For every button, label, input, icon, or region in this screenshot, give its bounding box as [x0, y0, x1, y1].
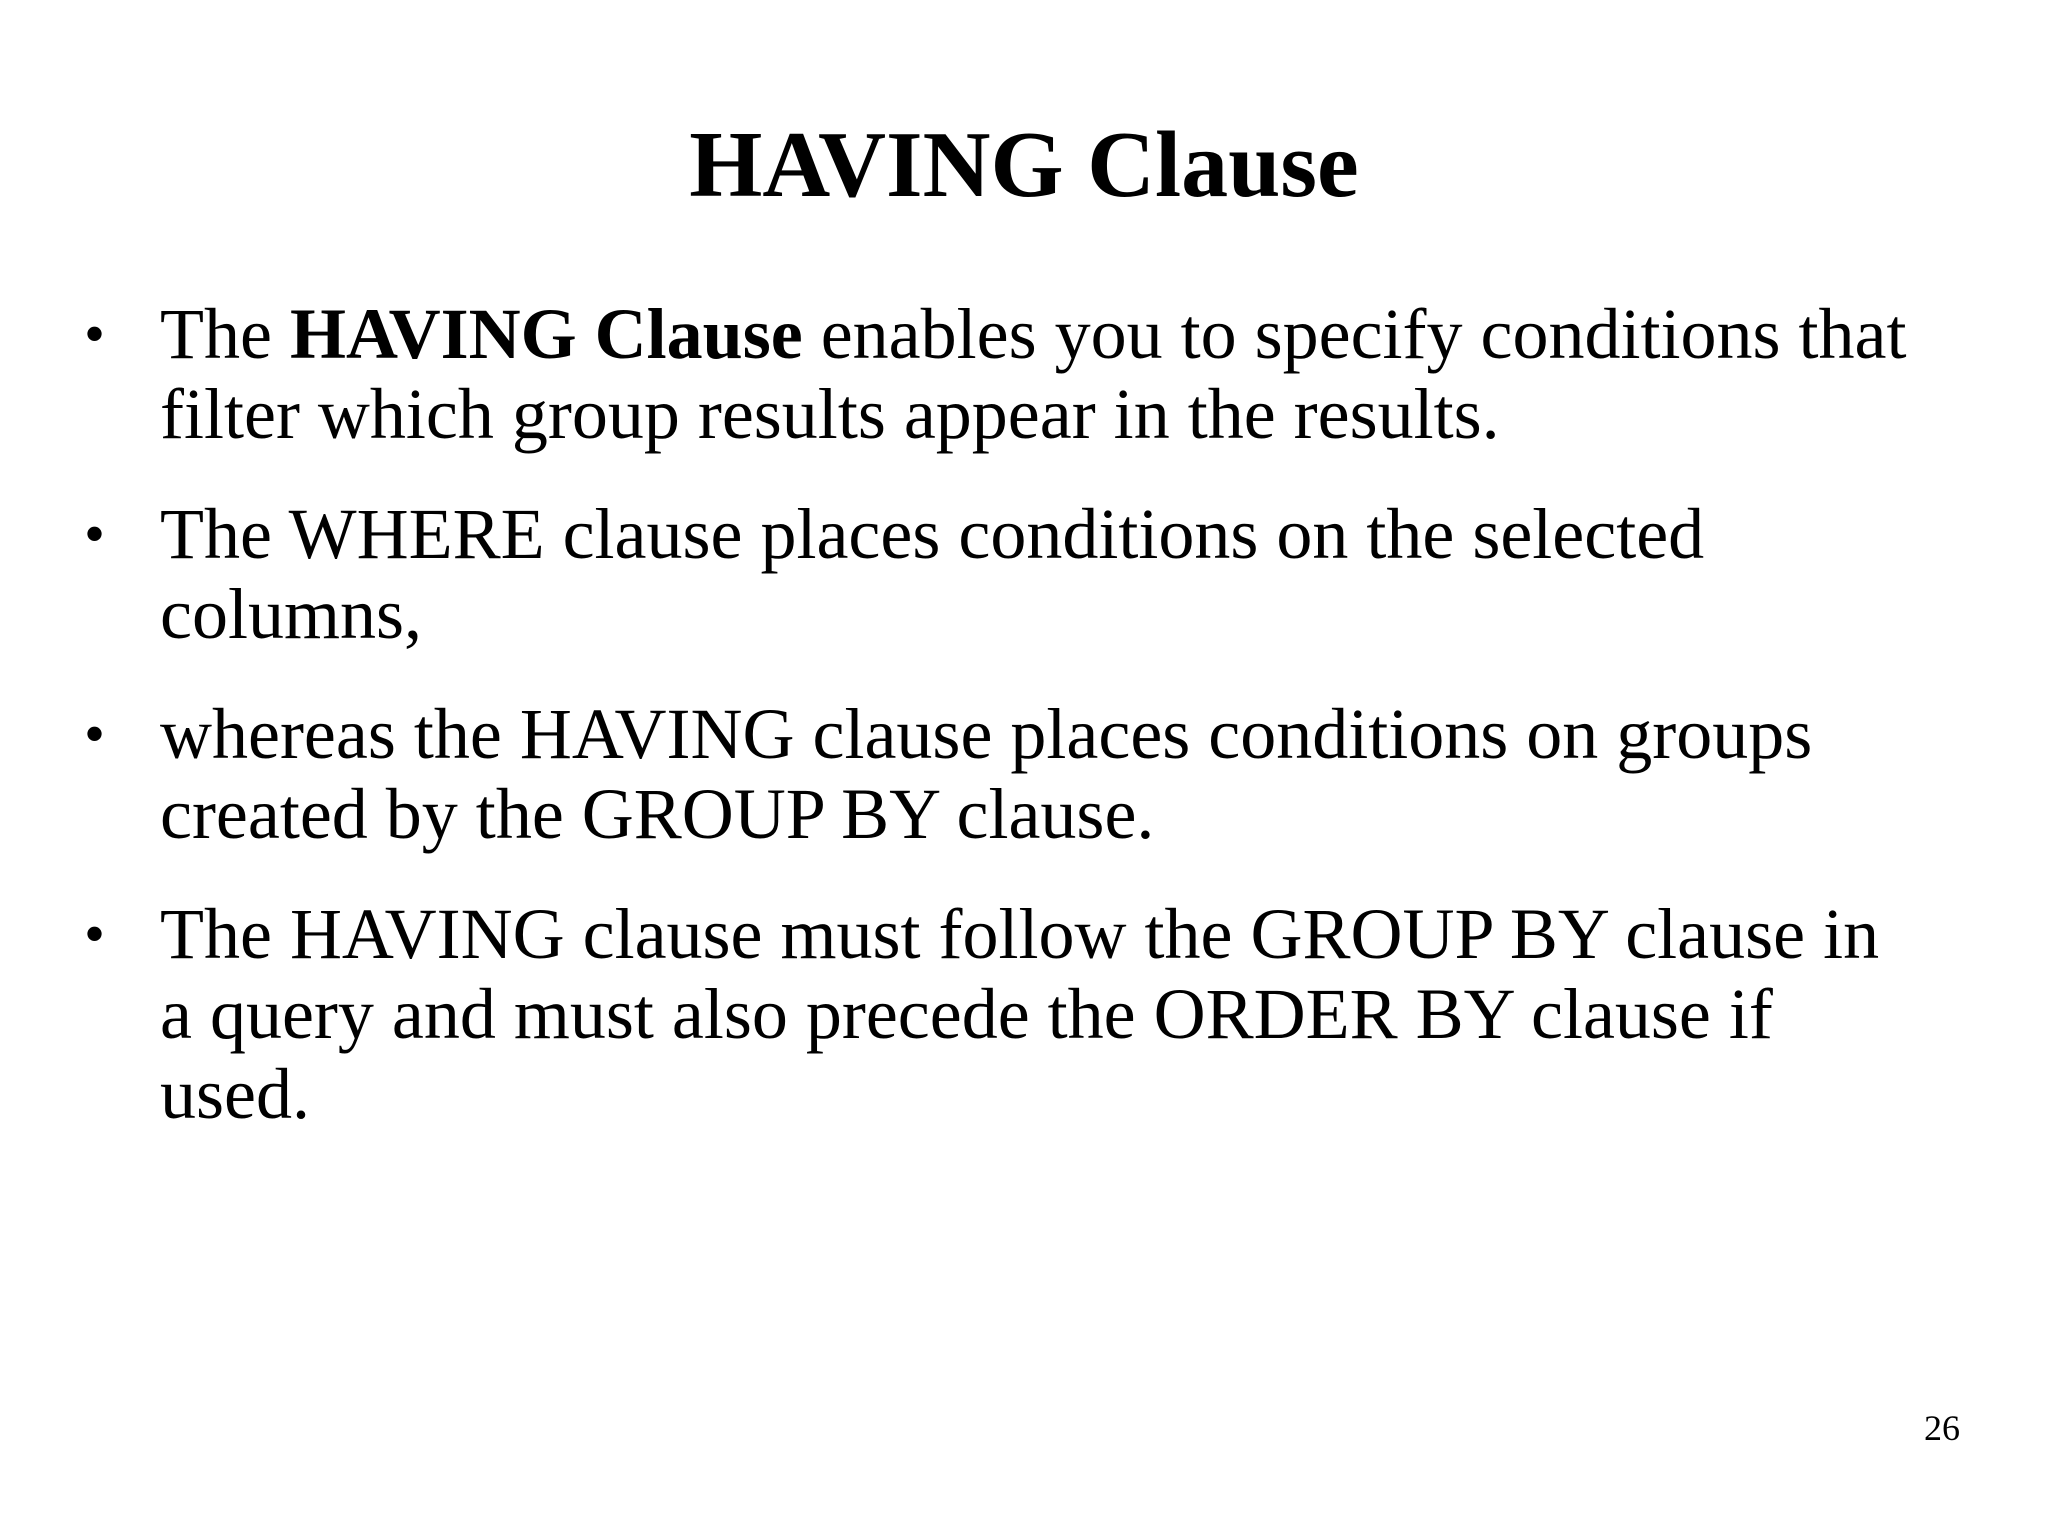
bullet-4-line-3: used.	[160, 1054, 310, 1134]
bullet-1-bold-term: HAVING Clause	[289, 294, 803, 374]
bullet-dot: •	[84, 501, 106, 567]
bullet-item-3	[84, 694, 1960, 854]
bullet-4-line-2: a query and must also precede the ORDER BY clause if	[160, 974, 1773, 1054]
bullet-dot: •	[84, 301, 106, 367]
bullet-2-line-1: The WHERE clause places conditions on the selected	[160, 494, 1705, 574]
bullet-item-2	[84, 494, 1960, 654]
bullet-item-1	[84, 294, 1960, 454]
bullet-dot: •	[84, 901, 106, 967]
bullet-3-line-1: whereas the HAVING clause places conditions on groups	[160, 694, 1813, 774]
bullet-1-rest: enables you to specify conditions that	[802, 294, 1907, 374]
bullet-1-prefix: The	[160, 294, 290, 374]
bullet-dot: •	[84, 701, 106, 767]
bullet-1-line-1	[160, 294, 1960, 374]
page-number: 26	[1924, 1408, 1960, 1448]
bullet-3-line-2: created by the GROUP BY clause.	[160, 774, 1155, 854]
bullet-4-line-1: The HAVING clause must follow the GROUP BY clause in	[160, 894, 1880, 974]
slide-title: HAVING Clause	[689, 113, 1359, 217]
bullet-item-4	[84, 894, 1960, 1134]
bullet-2-line-2: columns,	[160, 574, 422, 654]
bullet-1-line-2: filter which group results appear in the results.	[160, 374, 1500, 454]
